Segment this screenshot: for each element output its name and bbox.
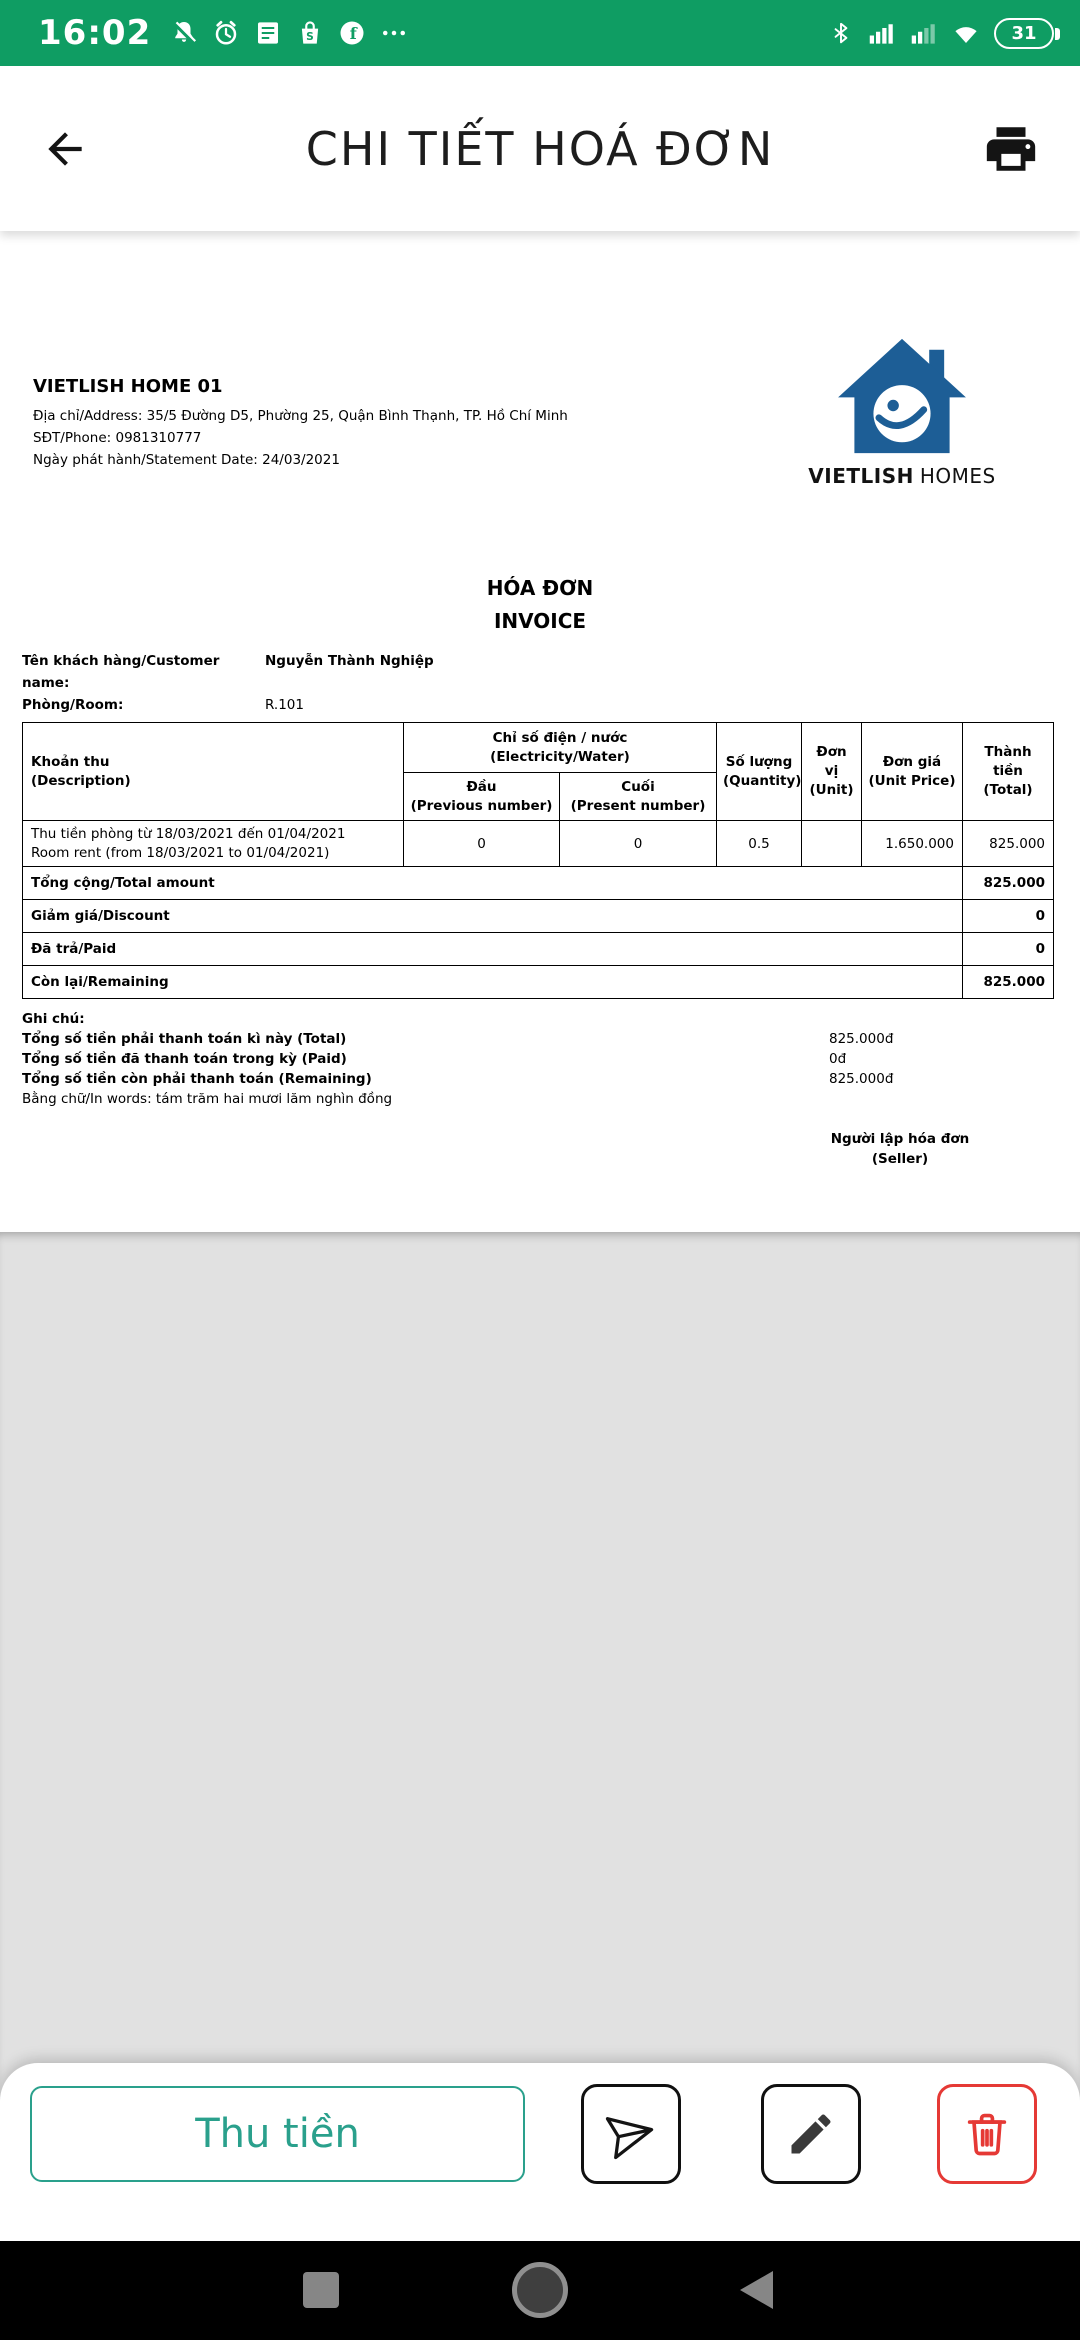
customer-name: Nguyễn Thành Nghiệp [265, 653, 434, 669]
note-remaining-value: 825.000đ [829, 1071, 894, 1087]
battery-icon [994, 18, 1054, 49]
th-quantity-line1: Số lượng [725, 753, 793, 770]
customer-label: Tên khách hàng/Customer name: [22, 653, 220, 691]
company-info [33, 336, 568, 488]
summary-paid-label: Đã trả/Paid [23, 933, 963, 966]
room-row [22, 694, 1080, 716]
seller-line1: Người lập hóa đơn [830, 1131, 970, 1147]
th-unit-price [862, 723, 963, 821]
th-unit-price-line1: Đơn giá [882, 753, 942, 770]
note-line-paid [22, 1049, 1080, 1069]
cell-description [23, 821, 404, 867]
note-paid-label: Tổng số tiền đã thanh toán trong kỳ (Paid) [22, 1051, 347, 1067]
cell-description-line1: Thu tiền phòng từ 18/03/2021 đến 01/04/2021 [31, 825, 346, 842]
invoice-title-en: INVOICE [493, 609, 587, 633]
clock-text: 16:02 [38, 13, 152, 53]
note-line-total [22, 1029, 1080, 1049]
summary-discount-value: 0 [963, 900, 1054, 933]
status-right-icons [828, 18, 1054, 49]
company-address: Địa chỉ/Address: 35/5 Đường D5, Phường 25, Quận Bình Thạnh, TP. Hồ Chí Minh [33, 408, 568, 424]
bluetooth-icon [828, 18, 854, 48]
th-meter [404, 723, 717, 773]
summary-row-discount [23, 900, 1054, 933]
th-previous-line1: Đầu [466, 778, 497, 795]
shopping-bag-icon [295, 18, 325, 48]
trash-icon [961, 2108, 1013, 2160]
th-previous-line2: (Previous number) [410, 797, 553, 814]
logo-brand-text [782, 464, 1022, 488]
summary-remaining-label: Còn lại/Remaining [23, 966, 963, 999]
invoice-table [22, 722, 1054, 999]
summary-paid-value: 0 [963, 933, 1054, 966]
room-label: Phòng/Room: [22, 697, 124, 713]
signal-sim2-icon [908, 18, 938, 48]
cell-unit-price: 1.650.000 [862, 821, 963, 867]
app-bar [0, 66, 1080, 231]
vietlish-house-logo-icon [834, 336, 970, 456]
svg-text:f: f [349, 24, 357, 43]
notes-section [22, 1009, 1080, 1109]
page-title: CHI TIẾT HOÁ ĐƠN [305, 121, 775, 176]
signal-sim1-icon [866, 18, 896, 48]
wifi-icon [950, 18, 982, 48]
th-description [23, 723, 404, 821]
summary-total-label: Tổng cộng/Total amount [23, 867, 963, 900]
invoice-document [0, 231, 1080, 1232]
company-logo [782, 336, 1022, 488]
th-total-line2: (Total) [983, 782, 1033, 798]
cell-present: 0 [560, 821, 717, 867]
company-phone: SĐT/Phone: 0981310777 [33, 430, 202, 446]
logo-brand-light: HOMES [919, 464, 996, 488]
delete-button[interactable] [937, 2084, 1037, 2184]
th-unit-line2: (Unit) [809, 782, 854, 798]
cell-unit [802, 821, 862, 867]
th-total [963, 723, 1054, 821]
th-previous [404, 773, 560, 821]
recents-button[interactable] [303, 2272, 339, 2308]
svg-text:S: S [306, 29, 315, 43]
logo-brand-bold: VIETLISH [808, 464, 914, 488]
note-total-value: 825.000đ [829, 1031, 894, 1047]
cell-description-line2: Room rent (from 18/03/2021 to 01/04/2021) [31, 844, 330, 861]
company-name: VIETLISH HOME 01 [33, 376, 223, 397]
facebook-icon [337, 18, 367, 48]
alarm-icon [211, 18, 241, 48]
battery-percent-text: 31 [1011, 22, 1037, 44]
back-button[interactable] [40, 124, 90, 174]
paper-plane-icon [598, 2101, 664, 2167]
summary-row-total [23, 867, 1054, 900]
android-nav-bar [0, 2241, 1080, 2340]
bottom-action-bar [0, 2063, 1080, 2241]
th-description-line2: (Description) [31, 772, 131, 789]
pencil-icon [785, 2108, 837, 2160]
summary-discount-label: Giảm giá/Discount [23, 900, 963, 933]
th-present-line1: Cuối [621, 778, 655, 795]
th-description-line1: Khoản thu [31, 753, 110, 770]
status-left-icons [169, 18, 409, 48]
th-unit [802, 723, 862, 821]
th-present [560, 773, 717, 821]
nav-back-button[interactable] [740, 2271, 773, 2309]
invoice-header [0, 336, 1080, 488]
send-button[interactable] [581, 2084, 681, 2184]
status-bar [0, 0, 1080, 66]
note-total-label: Tổng số tiền phải thanh toán kì này (Total) [22, 1031, 347, 1047]
th-total-line1: Thành tiền [984, 744, 1032, 779]
table-row [23, 821, 1054, 867]
printer-icon [982, 120, 1040, 178]
customer-row [22, 650, 1080, 694]
summary-remaining-value: 825.000 [963, 966, 1054, 999]
th-unit-line1: Đơn vị [816, 744, 847, 779]
invoice-title [0, 572, 1080, 638]
room-value: R.101 [265, 697, 304, 713]
notifications-muted-icon [169, 18, 199, 48]
note-line-remaining [22, 1069, 1080, 1089]
edit-button[interactable] [761, 2084, 861, 2184]
cell-previous: 0 [404, 821, 560, 867]
cell-total: 825.000 [963, 821, 1054, 867]
statement-date: Ngày phát hành/Statement Date: 24/03/2021 [33, 452, 340, 468]
th-quantity [717, 723, 802, 821]
th-meter-line1: Chỉ số điện / nước [492, 729, 628, 746]
print-button[interactable] [982, 120, 1040, 178]
home-button[interactable] [512, 2262, 568, 2318]
notes-title: Ghi chú: [22, 1011, 85, 1027]
note-remaining-label: Tổng số tiền còn phải thanh toán (Remaining) [22, 1071, 372, 1087]
arrow-back-icon [40, 124, 90, 174]
th-quantity-line2: (Quantity) [723, 772, 802, 789]
customer-block [22, 650, 1080, 716]
cell-quantity: 0.5 [717, 821, 802, 867]
th-unit-price-line2: (Unit Price) [868, 772, 956, 789]
th-present-line2: (Present number) [570, 797, 706, 814]
amount-in-words: Bằng chữ/In words: tám trăm hai mươi lăm nghìn đồng [22, 1091, 393, 1107]
more-notifications-icon [379, 18, 409, 48]
seller-line2: (Seller) [871, 1151, 929, 1167]
notes-app-icon [253, 18, 283, 48]
note-paid-value: 0đ [829, 1051, 847, 1067]
summary-row-remaining [23, 966, 1054, 999]
seller-signature-block [760, 1129, 1040, 1169]
collect-money-button[interactable]: Thu tiền [30, 2086, 525, 2182]
th-meter-line2: (Electricity/Water) [490, 748, 630, 765]
summary-total-value: 825.000 [963, 867, 1054, 900]
invoice-title-vi: HÓA ĐƠN [486, 576, 594, 600]
summary-row-paid [23, 933, 1054, 966]
